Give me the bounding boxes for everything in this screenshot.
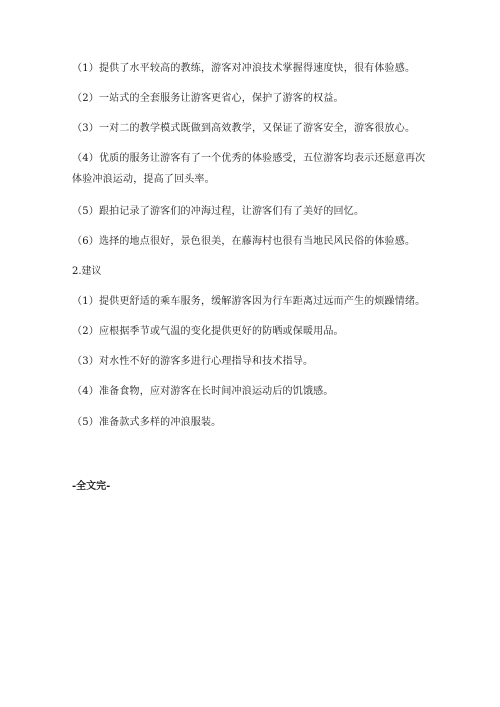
suggestion-item-1: （1）提供更舒适的乘车服务，缓解游客因为行车距离过远而产生的烦躁情绪。: [72, 296, 426, 307]
advantage-item-4-line-1: （4）优质的服务让游客有了一个优秀的体验感受，五位游客均表示还愿意再次: [72, 153, 426, 164]
advantage-item-2: （2）一站式的全套服务让游客更省心，保护了游客的权益。: [72, 93, 344, 104]
advantage-item-6: （6）选择的地点很好，景色很美，在藤海村也很有当地民风民俗的体验感。: [72, 236, 416, 247]
suggestion-item-2: （2）应根据季节或气温的变化提供更好的防晒或保暖用品。: [72, 326, 344, 337]
end-of-document-mark: -全文完-: [72, 481, 111, 492]
suggestion-item-3: （3）对水性不好的游客多进行心理指导和技术指导。: [72, 356, 314, 367]
suggestion-item-5: （5）准备款式多样的冲浪服装。: [72, 417, 222, 428]
advantage-item-5: （5）跟拍记录了游客们的冲海过程，让游客们有了美好的回忆。: [72, 206, 365, 217]
advantage-item-3: （3）一对二的教学模式既做到高效教学，又保证了游客安全，游客很放心。: [72, 123, 416, 134]
advantage-item-4-line-2: 体验冲浪运动，提高了回头率。: [72, 174, 215, 185]
suggestion-item-4: （4）准备食物，应对游客在长时间冲浪运动后的饥饿感。: [72, 386, 334, 397]
advantage-item-1: （1）提供了水平较高的教练，游客对冲浪技术掌握得速度快，很有体验感。: [72, 63, 416, 74]
section-heading-suggestions: 2.建议: [72, 266, 102, 277]
